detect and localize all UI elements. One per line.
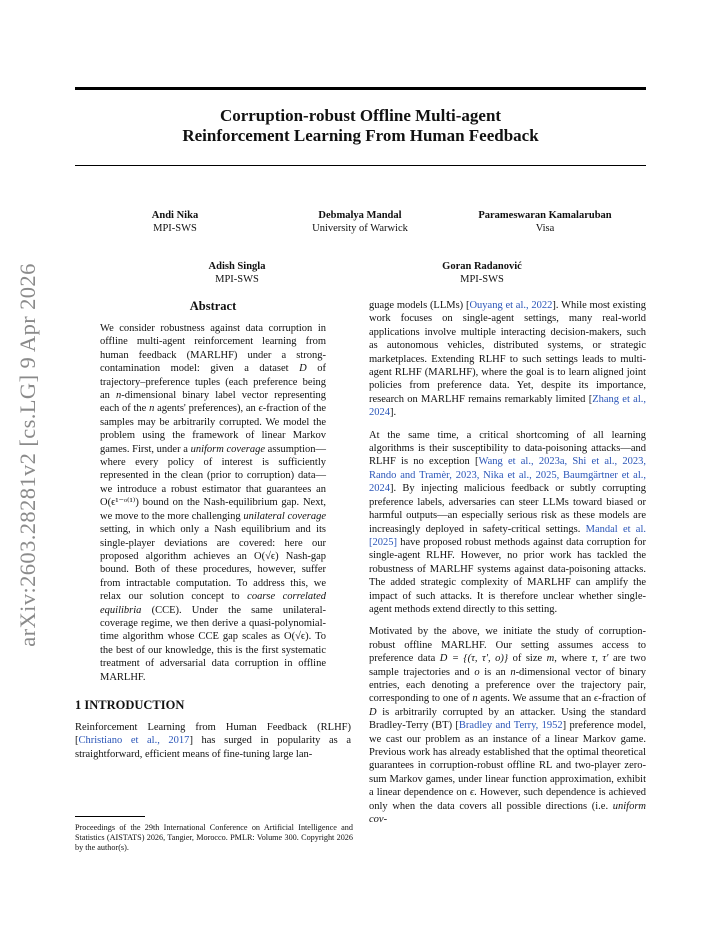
paper-title	[75, 106, 646, 146]
author-name: Adish Singla	[208, 261, 266, 272]
author-affiliation: Visa	[535, 223, 555, 234]
citation-link[interactable]: Wang et al., 2023a, Shi et al., 2023, Rando and Tramèr, 2023, Nika et al., 2025, Baumgärtner et al., 2024	[369, 456, 647, 495]
author-affiliation: MPI-SWS	[460, 274, 504, 285]
author-name: Debmalya Mandal	[318, 210, 402, 221]
left-column	[75, 299, 351, 761]
author-affiliation: University of Warwick	[312, 223, 408, 234]
author-block	[455, 209, 635, 235]
paragraph: guage models (LLMs) [Ouyang et al., 2022]. While most existing work focuses on single-agent settings, many real-world applications involve multiple interacting decision-makers, such as autonomous vehicles, distributed systems, or strategic marketplaces. Extending RLHF to such settings leads to multi-agent RLHF (MARLHF), where the goal is to learn aligned joint policies from preference data. Yet, despite its importance, research on MARLHF remains remarkably limited [Zhang et al., 2024].	[369, 300, 646, 419]
citation-link[interactable]: Mandal et al. [2025]	[369, 523, 646, 548]
title-line-1: Corruption-robust Offline Multi-agent	[219, 106, 502, 125]
citation-link[interactable]: Zhang et al., 2024	[369, 393, 646, 419]
author-affiliation: MPI-SWS	[215, 274, 259, 285]
title-line-2: Reinforcement Learning From Human Feedback	[182, 126, 539, 145]
right-column	[369, 299, 646, 826]
abstract-heading: Abstract	[189, 299, 237, 313]
footnote: Proceedings of the 29th International Conference on Artificial Intelligence and Statistics (AISTATS) 2026, Tangier, Morocco. PMLR: Volume 300. Copyright 2026 by the author(s).	[75, 823, 353, 852]
author-block	[392, 260, 572, 286]
author-name: Parameswaran Kamalaruban	[478, 210, 612, 221]
title-bottom-rule	[75, 165, 646, 166]
section-heading: 1 INTRODUCTION	[75, 697, 185, 712]
author-block	[85, 209, 265, 235]
author-affiliation: MPI-SWS	[153, 223, 197, 234]
arxiv-identifier: arXiv:2603.28281v2 [cs.LG] 9 Apr 2026	[15, 263, 40, 647]
intro-paragraph: Reinforcement Learning from Human Feedback (RLHF) [Christiano et al., 2017] has surged in popularity as a straightforward, efficient means of fine-tuning large lan-	[75, 721, 352, 760]
paragraph: At the same time, a critical shortcoming of all learning algorithms is their susceptibility to data-poisoning attacks—and RLHF is no exception [Wang et al., 2023a, Shi et al., 2023, Rando and Tramèr, 2023, Nika et al., 2025, Baumgärtner et al., 2024]. By injecting malicious feedback or subtly corrupting preference labels, adversaries can steer LLMs toward biased or harmful outputs—an especially serious risk as these models are increasingly deployed in safety-critical settings. Mandal et al. [2025] have proposed robust methods against data corruption for single-agent RLHF. However, no prior work has tackled the robustness of MARLHF systems against data-poisoning attacks. The added strategic complexity of MARLHF can amplify the impact of such attacks. It is therefore unclear whether single-agent methods extend directly to this setting.	[369, 429, 647, 615]
author-block	[270, 209, 450, 235]
author-block	[147, 260, 327, 286]
footnote-rule	[75, 816, 145, 817]
title-top-rule	[75, 87, 646, 90]
abstract-text: We consider robustness against data corruption in offline multi-agent reinforcement learning from human feedback (MARLHF) under a strong-contamination model: given a dataset D of trajectory–preference tuples (each preference being an n-dimensional binary label vector representing each of the n agents' preferences), an ϵ-fraction of the samples may be arbitrarily corrupted. We model the problem using the framework of linear Markov games. First, under a uniform coverage assumption—where every policy of interest is sufficiently represented in the clean (prior to corruption) data—we introduce a robust estimator that guarantees an O(ϵ¹⁻ᵒ⁽¹⁾) bound on the Nash-equilibrium gap. Next, we move to the more challenging unilateral coverage setting, in which only a Nash equilibrium and its single-player deviations are covered: here our proposed algorithm achieves an O(√ϵ) Nash-gap bound. Both of these procedures, however, suffer from intractable computation. To address this, we relax our solution concept to coarse correlated equilibria (CCE). Under the same unilateral-coverage regime, we then derive a quasi-polynomial-time algorithm whose CCE gap scales as O(√ϵ). To the best of our knowledge, this is the first systematic treatment of adversarial data corruption in offline MARLHF.	[100, 323, 327, 683]
paragraph: Motivated by the above, we initiate the study of corruption-robust offline MARLHF. Our setting assumes access to preference data D = {(τ, τ′, o)} of size m, where τ, τ′ are two sample trajectories and o is an n-dimensional vector of binary entries, each denoting a preference over the trajectory pair, corresponding to one of n agents. We assume that an ϵ-fraction of D is arbitrarily corrupted by an attacker. Using the standard Bradley-Terry (BT) [Bradley and Terry, 1952] preference model, we cast our problem as an instance of a linear Markov game. Previous work has already established that the optimal theoretical guarantees in corruption-robust offline RL and two-player zero-sum Markov games, under linear function approximation, exhibit a linear dependence on ϵ. However, such dependence is achieved only when the data covers all possible directions (i.e. uniform cov-	[369, 626, 647, 826]
citation-link[interactable]: Christiano et al., 2017	[78, 735, 190, 747]
author-name: Andi Nika	[151, 210, 199, 221]
citation-link[interactable]: Bradley and Terry, 1952	[458, 720, 563, 732]
author-name: Goran Radanović	[442, 261, 522, 272]
citation-link[interactable]: Ouyang et al., 2022	[469, 300, 553, 311]
